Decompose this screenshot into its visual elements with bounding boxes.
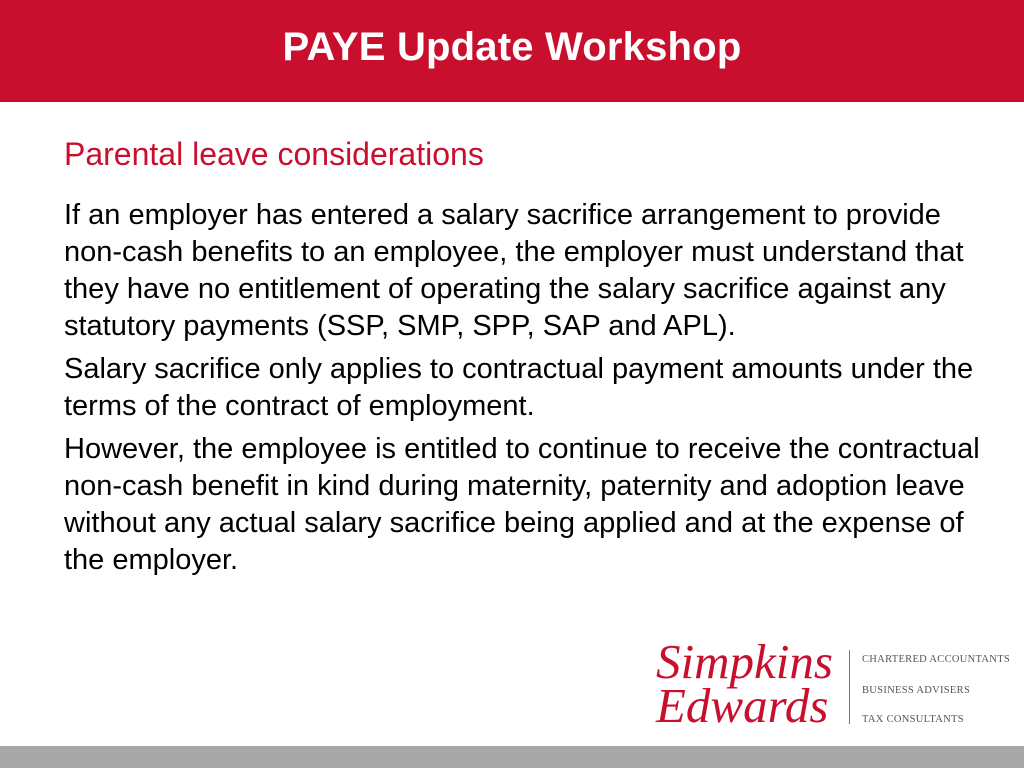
logo-tagline-tax: TAX CONSULTANTS <box>862 714 964 725</box>
logo-tagline-chartered: CHARTERED ACCOUNTANTS <box>862 654 1011 665</box>
body-text <box>64 197 984 585</box>
logo-word-simpkins: Simpkins <box>656 634 833 689</box>
paragraph-1: If an employer has entered a salary sacrifice arrangement to provide non-cash benefits to an employee, the employer must understand that they have no entitlement of operating the salary sacrifice against any statutory payments (SSP, SMP, SPP, SAP and APL). <box>64 199 964 342</box>
paragraph-2: Salary sacrifice only applies to contractual payment amounts under the terms of the contract of employment. <box>64 353 974 422</box>
section-heading: Parental leave considerations <box>64 136 484 172</box>
logo-word-edwards: Edwards <box>656 678 829 733</box>
footer-bar <box>0 746 1024 768</box>
header-bar <box>0 0 1024 102</box>
logo-tagline-business: BUSINESS ADVISERS <box>862 685 971 696</box>
logo-divider <box>849 650 850 724</box>
company-logo <box>652 636 1024 732</box>
slide-title: PAYE Update Workshop <box>282 25 742 69</box>
paragraph-3: However, the employee is entitled to continue to receive the contractual non-cash benefit in kind during maternity, paternity and adoption leave without any actual salary sacrifice being applied and at the expense of the employer. <box>64 433 980 576</box>
